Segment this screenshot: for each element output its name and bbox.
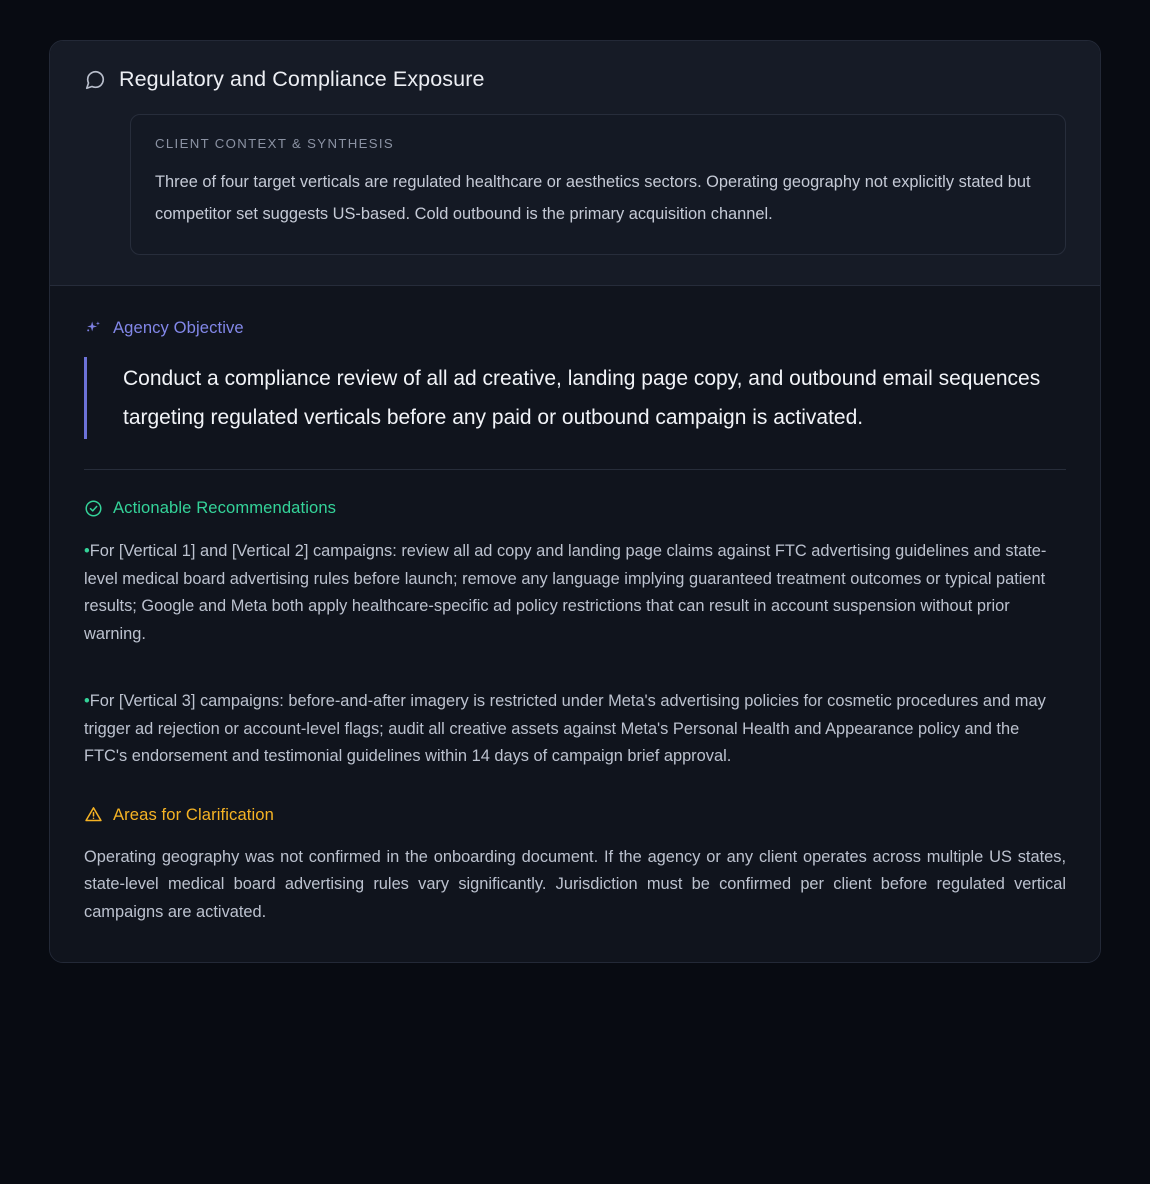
list-item — [84, 538, 1066, 648]
circle-check-icon — [84, 499, 103, 518]
card-header — [50, 41, 1100, 286]
context-label: CLIENT CONTEXT & SYNTHESIS — [155, 136, 395, 151]
section-header-recommendations — [84, 498, 1066, 518]
bullet-glyph: • — [84, 692, 90, 710]
context-body: Three of four target verticals are regulated healthcare or aesthetics sectors. Operating geography not explicitly stated but competitor set suggests US-based. Cold outbound is the primary acquisition channel. — [155, 173, 1031, 223]
warning-triangle-icon — [84, 805, 103, 824]
objective-text: Conduct a compliance review of all ad creative, landing page copy, and outbound email sequences targeting regulated verticals before any paid or outbound campaign is activated. — [123, 367, 1041, 429]
card-title-row — [84, 67, 1066, 92]
bullet-glyph: • — [84, 542, 90, 560]
section-header-clarification — [84, 805, 1066, 825]
client-context-box — [130, 114, 1066, 255]
insight-card — [49, 40, 1101, 963]
recommendation-text: For [Vertical 3] campaigns: before-and-after imagery is restricted under Meta's advertising policies for cosmetic procedures and may trigger ad rejection or account-level flags; audit all creative assets against Meta's Personal Health and Appearance policy and the FTC's endorsement and testimonial guidelines within 14 days of campaign brief approval. — [84, 692, 1046, 765]
card-body — [50, 286, 1100, 962]
clarification-text: Operating geography was not confirmed in the onboarding document. If the agency or any client operates across multiple US states, state-level medical board advertising rules vary significantly. Jurisdiction must be confirmed per client before regulated vertical campaigns are activated. — [84, 847, 1066, 921]
clarification-block — [84, 805, 1066, 927]
section-divider — [84, 469, 1066, 470]
list-item — [84, 688, 1066, 771]
section-label-clarification: Areas for Clarification — [113, 804, 274, 824]
message-bubble-icon — [84, 69, 106, 91]
section-label-recommendations: Actionable Recommendations — [113, 498, 337, 517]
recommendation-text: For [Vertical 1] and [Vertical 2] campaigns: review all ad copy and landing page claims against FTC advertising guidelines and state-level medical board advertising rules before launch; remove any language implying guaranteed treatment outcomes or typical patient results; Google and Meta both apply healthcare-specific ad policy restrictions that can result in account suspension without prior warning. — [84, 542, 1047, 643]
objective-quote — [84, 357, 1066, 439]
recommendations-list — [84, 538, 1066, 771]
page-title: Regulatory and Compliance Exposure — [119, 67, 485, 91]
sparkles-icon — [84, 319, 103, 338]
section-header-objective — [84, 318, 1066, 338]
section-label-objective: Agency Objective — [113, 318, 244, 337]
